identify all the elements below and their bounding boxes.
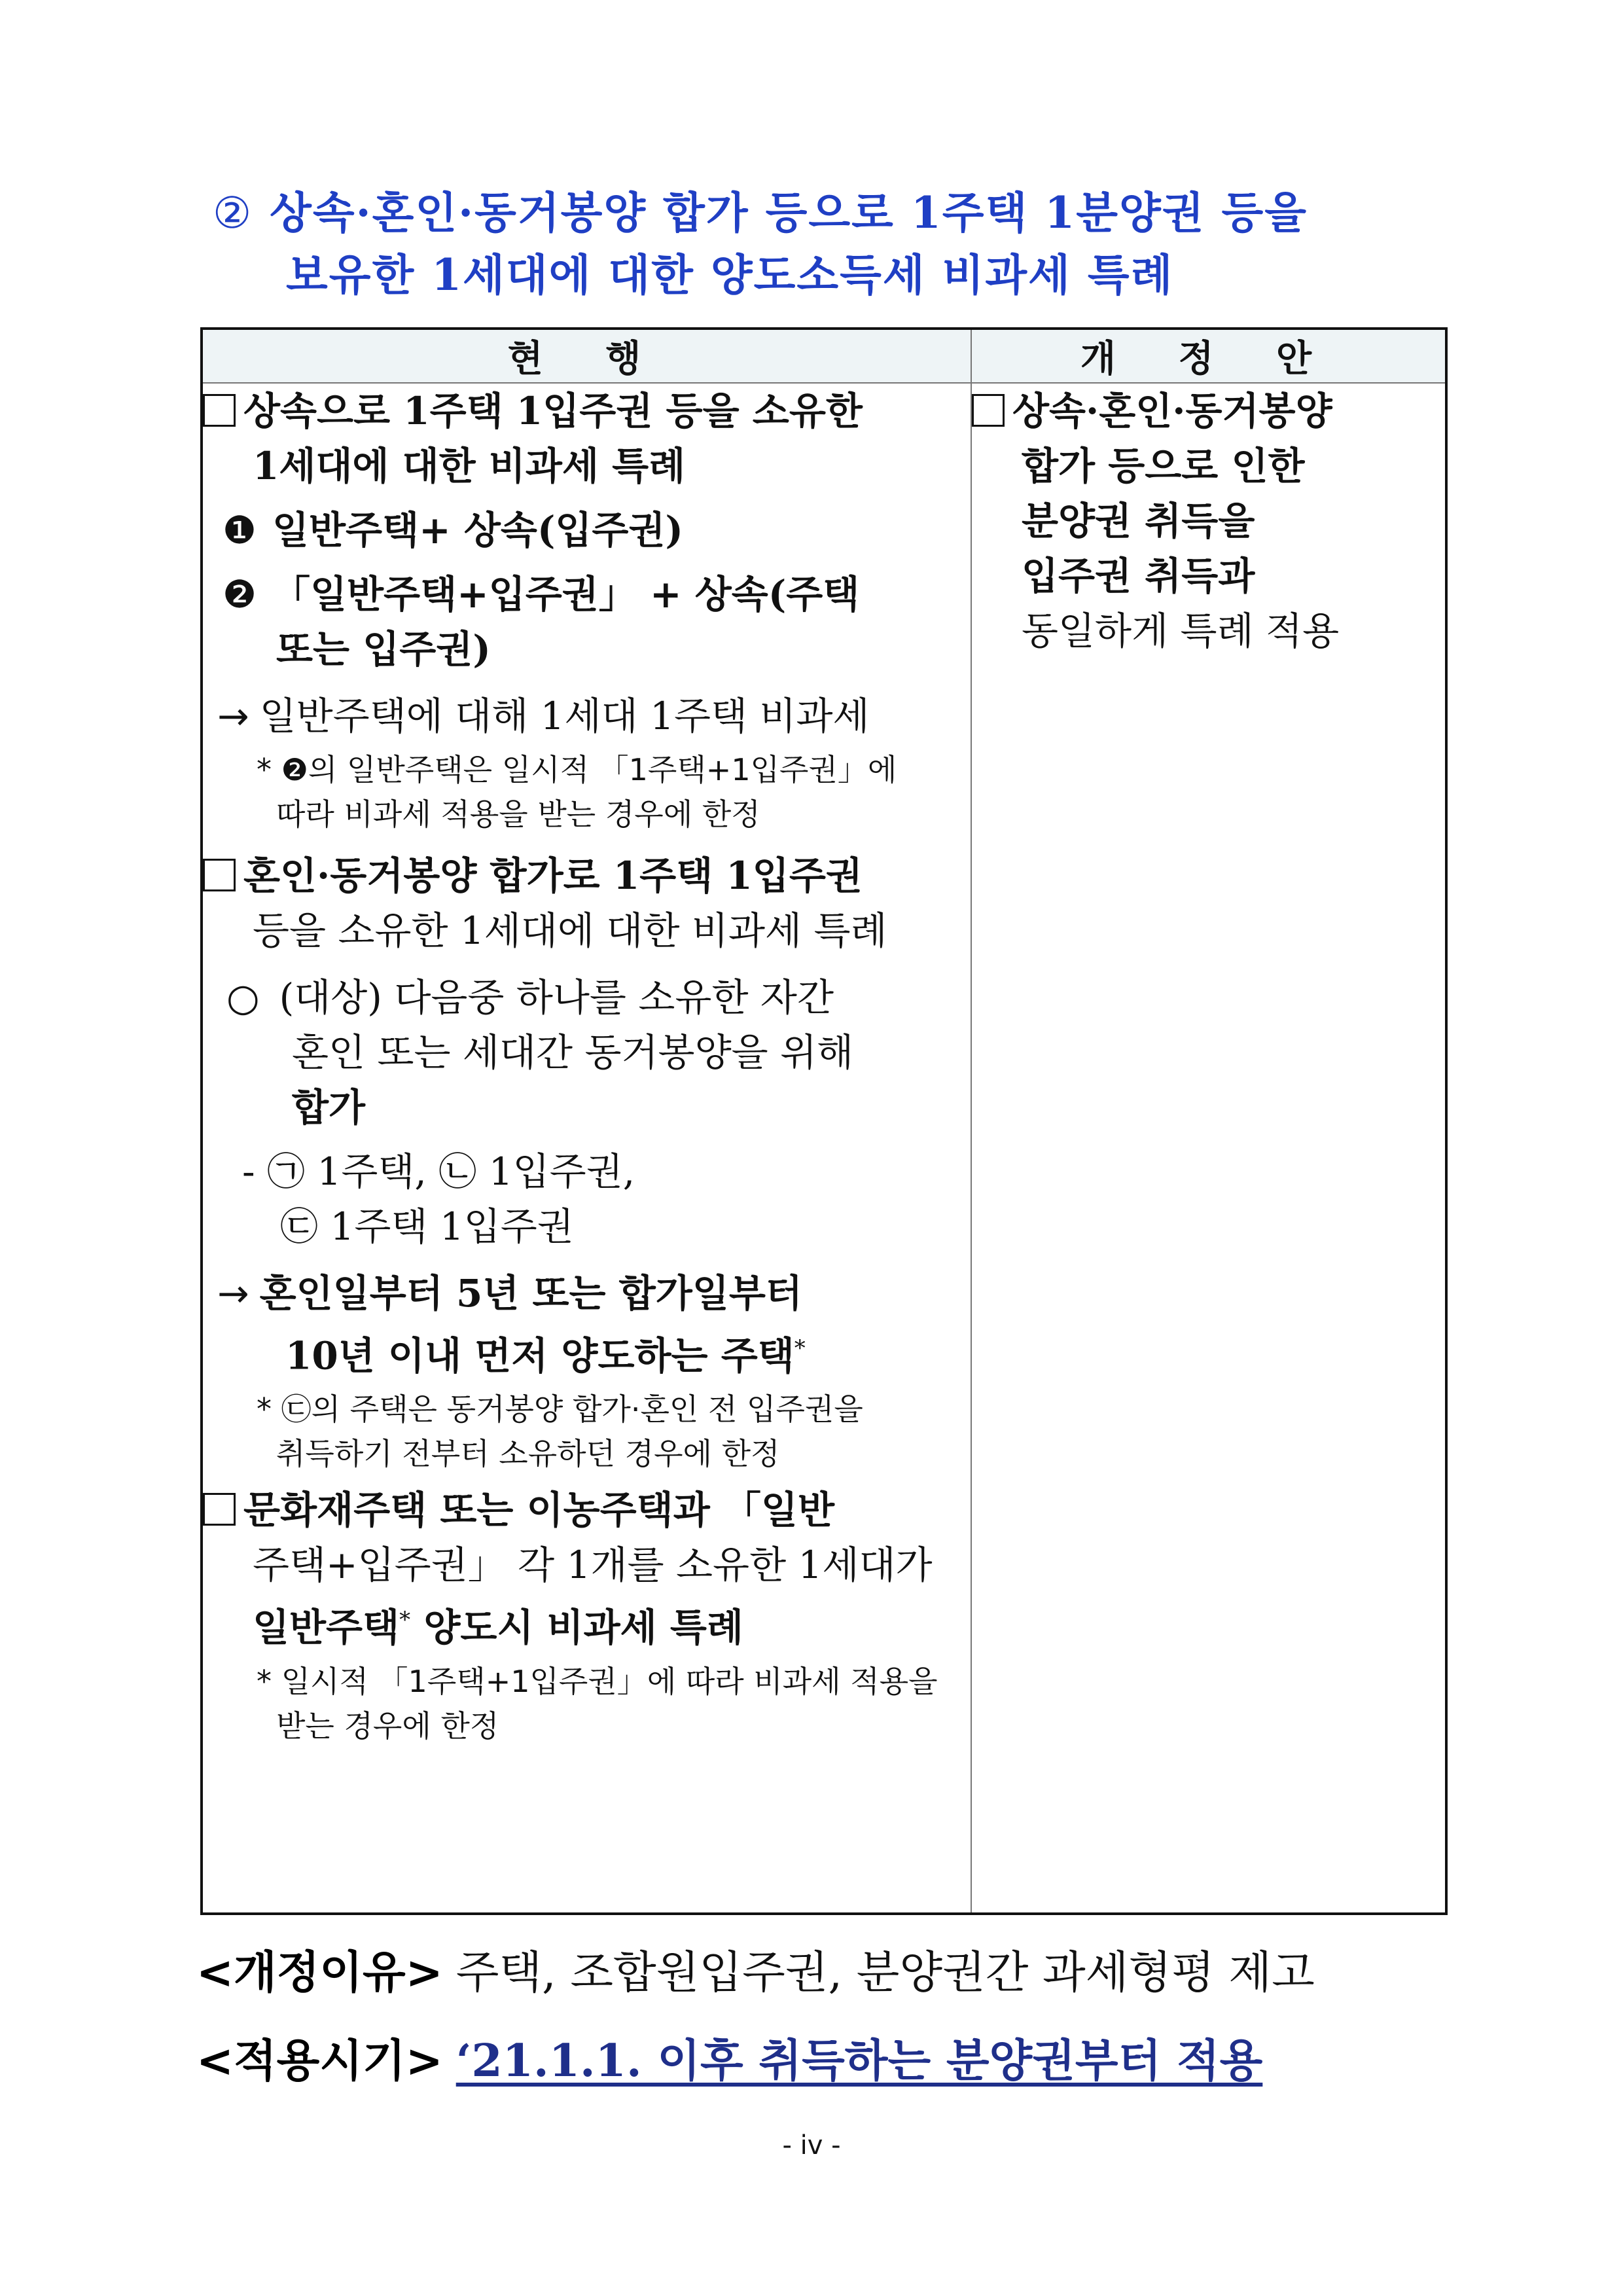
s2-note	[203, 1387, 971, 1476]
s3-heading-c: 일반주택	[253, 1605, 400, 1650]
section-heritage-house	[203, 1482, 971, 1748]
checkbox-icon	[203, 859, 236, 891]
revision-reason	[196, 1937, 1315, 2001]
comparison-table	[200, 327, 1448, 1915]
proposed-line-5: 동일하게 특례 적용	[1022, 609, 1340, 653]
s1-heading-a: 상속으로 1주택 1입주권 등을 소유한	[243, 389, 863, 433]
footnote-mark: *	[794, 1335, 806, 1361]
section-inheritance	[203, 384, 971, 836]
s1-result: 일반주택에 대해 1세대 1주택 비과세	[259, 694, 870, 738]
section-title	[213, 182, 1456, 306]
proposed-line-3: 분양권 취득을	[1022, 499, 1255, 543]
s2-result-b: 10년 이내 먼저 양도하는 주택	[285, 1333, 794, 1378]
s2-list-a: - ㉠ 1주택, ㉡ 1입주권,	[242, 1149, 635, 1194]
effective-label: <적용시기>	[196, 2036, 443, 2087]
s2-result-a: 혼인일부터 5년 또는 합가일부터	[259, 1271, 802, 1316]
s2-target-a: (대상) 다음중 하나를 소유한 자간	[279, 975, 834, 1020]
s1-note-a: * ❷의 일반주택은 일시적 「1주택+1입주권」에	[257, 752, 897, 787]
s1-item-1: 일반주택+ 상속(입주권)	[272, 508, 683, 552]
item-marker-2: ❷	[223, 572, 257, 617]
section-marriage	[203, 848, 971, 1476]
header-current: 현 행	[202, 329, 971, 383]
page-number: - iv -	[782, 2130, 841, 2161]
s1-note-b: 따라 비과세 적용을 받는 경우에 한정	[276, 797, 760, 832]
s2-note-a: * ㉢의 주택은 동거봉양 합가·혼인 전 입주권을	[257, 1391, 863, 1427]
s3-note-b: 받는 경우에 한정	[276, 1708, 499, 1744]
checkbox-icon	[972, 394, 1005, 427]
s3-note-a: * 일시적 「1주택+1입주권」에 따라 비과세 적용을	[257, 1663, 938, 1699]
s1-note	[203, 747, 971, 836]
arrow-icon: →	[217, 694, 249, 738]
s2-list-b: ㉢ 1주택 1입주권	[280, 1204, 574, 1249]
s1-item-2b: 또는 입주권)	[276, 627, 491, 672]
item-marker-1: ❶	[223, 508, 257, 552]
proposed-line-2: 합가 등으로 인한	[1022, 444, 1305, 488]
title-line-2: 보유한 1세대에 대한 양도소득세 비과세 특례	[286, 249, 1174, 300]
s2-target-b: 혼인 또는 세대간 동거봉양을 위해	[292, 1030, 854, 1075]
s3-note	[203, 1659, 971, 1748]
checkbox-icon	[203, 1493, 236, 1526]
section-number: ②	[213, 188, 253, 238]
reason-text: 주택, 조합원입주권, 분양권간 과세형평 제고	[455, 1947, 1315, 1999]
header-proposed: 개 정 안	[971, 329, 1446, 383]
s2-heading-b: 등을 소유한 1세대에 대한 비과세 특례	[253, 908, 887, 953]
s2-heading-a: 혼인·동거봉양 합가로 1주택 1입주권	[243, 853, 863, 898]
checkbox-icon	[203, 394, 236, 427]
proposed-column	[971, 383, 1446, 1914]
s2-note-b: 취득하기 전부터 소유하던 경우에 한정	[276, 1436, 780, 1472]
s1-heading-b: 1세대에 대한 비과세 특례	[253, 444, 686, 488]
s1-item-2a: 「일반주택+입주권」 + 상속(주택	[272, 572, 860, 617]
s3-heading-b: 주택+입주권」 각 1개를 소유한 1세대가	[253, 1543, 933, 1588]
reason-label: <개정이유>	[196, 1947, 443, 1999]
s3-heading-d: 양도시 비과세 특례	[410, 1605, 743, 1650]
title-line-1: 상속·혼인·동거봉양 합가 등으로 1주택 1분양권 등을	[270, 187, 1308, 238]
arrow-icon: →	[217, 1271, 249, 1316]
s3-heading-a: 문화재주택 또는 이농주택과 「일반	[243, 1488, 834, 1533]
proposed-line-1: 상속·혼인·동거봉양	[1012, 389, 1332, 433]
bullet-icon: ○	[226, 975, 260, 1020]
effective-text: ‘21.1.1. 이후 취득하는 분양권부터 적용	[455, 2035, 1263, 2087]
current-column	[202, 383, 971, 1914]
effective-date	[196, 2026, 1262, 2089]
s2-target-c: 합가	[292, 1085, 366, 1130]
proposed-line-4: 입주권 취득과	[1022, 554, 1255, 598]
footnote-mark: *	[399, 1607, 411, 1634]
